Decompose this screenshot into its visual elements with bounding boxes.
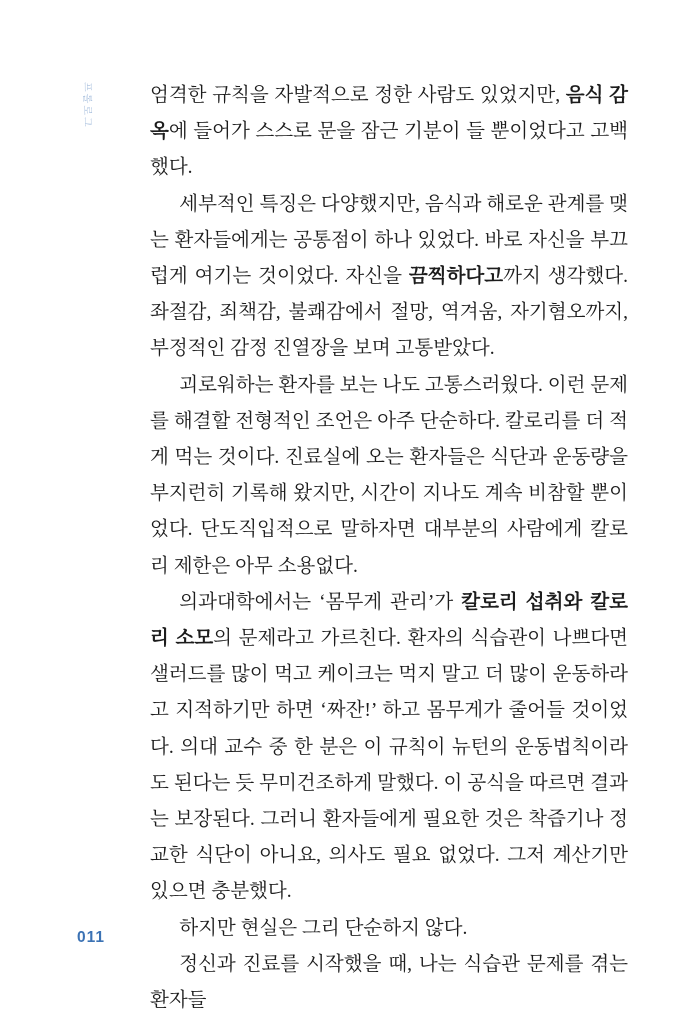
text-run: 세부적인 특징은 다양했지만, 음식과 해로운 관계를 맺는 환자들에게는 공통점이 하나 있었다. 바로 자신을 부끄럽게 여기는 것이었다. 자신을 [150, 193, 628, 288]
paragraph [150, 911, 628, 947]
emphasis-bold: 끔찍하다고 [408, 266, 504, 288]
paragraph [150, 585, 628, 911]
text-run: 에 들어가 스스로 문을 잠근 기분이 들 뿐이었다고 고백했다. [150, 121, 628, 179]
paragraph [150, 947, 628, 1019]
text-run: 하지만 현실은 그리 단순하지 않다. [179, 917, 468, 939]
running-head-vertical-label: 프롤로그 [81, 82, 92, 129]
paragraph [150, 187, 628, 368]
body-text [150, 78, 628, 1019]
text-run: 까지 생각했다. 좌절감, 죄책감, 불쾌감에서 절망, 역겨움, 자기혐오까지, 부정적인 감정 진열장을 보며 고통받았다. [150, 266, 629, 360]
emphasis-bold: 음식 감옥 [150, 85, 628, 143]
text-run: 엄격한 규칙을 자발적으로 정한 사람도 있었지만, [150, 85, 566, 106]
paragraph [150, 78, 628, 187]
text-run: 정신과 진료를 시작했을 때, 나는 식습관 문제를 겪는 환자들 [150, 953, 628, 1012]
text-run: 의과대학에서는 ‘몸무게 관리’가 [179, 591, 462, 613]
text-run: 괴로워하는 환자를 보는 나도 고통스러웠다. 이런 문제를 해결할 전형적인 조언은 아주 단순하다. 칼로리를 더 적게 먹는 것이다. 진료실에 오는 환자들은 식단과 운동량을 부지런히 기록해 왔지만, 시간이 지나도 계속 비참할 뿐이었다. 단도직입적으로 말하자면 대부분의 사람에게 칼로리 제한은 아무 소용없다. [150, 374, 628, 577]
emphasis-bold: 칼로리 섭취와 칼로리 소모 [150, 591, 628, 650]
text-run: 의 문제라고 가르친다. 환자의 식습관이 나쁘다면 샐러드를 많이 먹고 케이크는 먹지 말고 더 많이 운동하라고 지적하기만 하면 ‘짜잔!’ 하고 몸무게가 줄어들 것이었다. 의대 교수 중 한 분은 이 규칙이 뉴턴의 운동법칙이라도 된다는 듯 무미건조하게 말했다. 이 공식을 따르면 결과는 보장된다. 그러니 환자들에게 필요한 것은 착즙기나 정교한 식단이 아니요, 의사도 필요 없었다. 그저 계산기만 있으면 충분했다. [150, 628, 628, 903]
page-number: 011 [77, 929, 106, 946]
paragraph [150, 368, 628, 585]
